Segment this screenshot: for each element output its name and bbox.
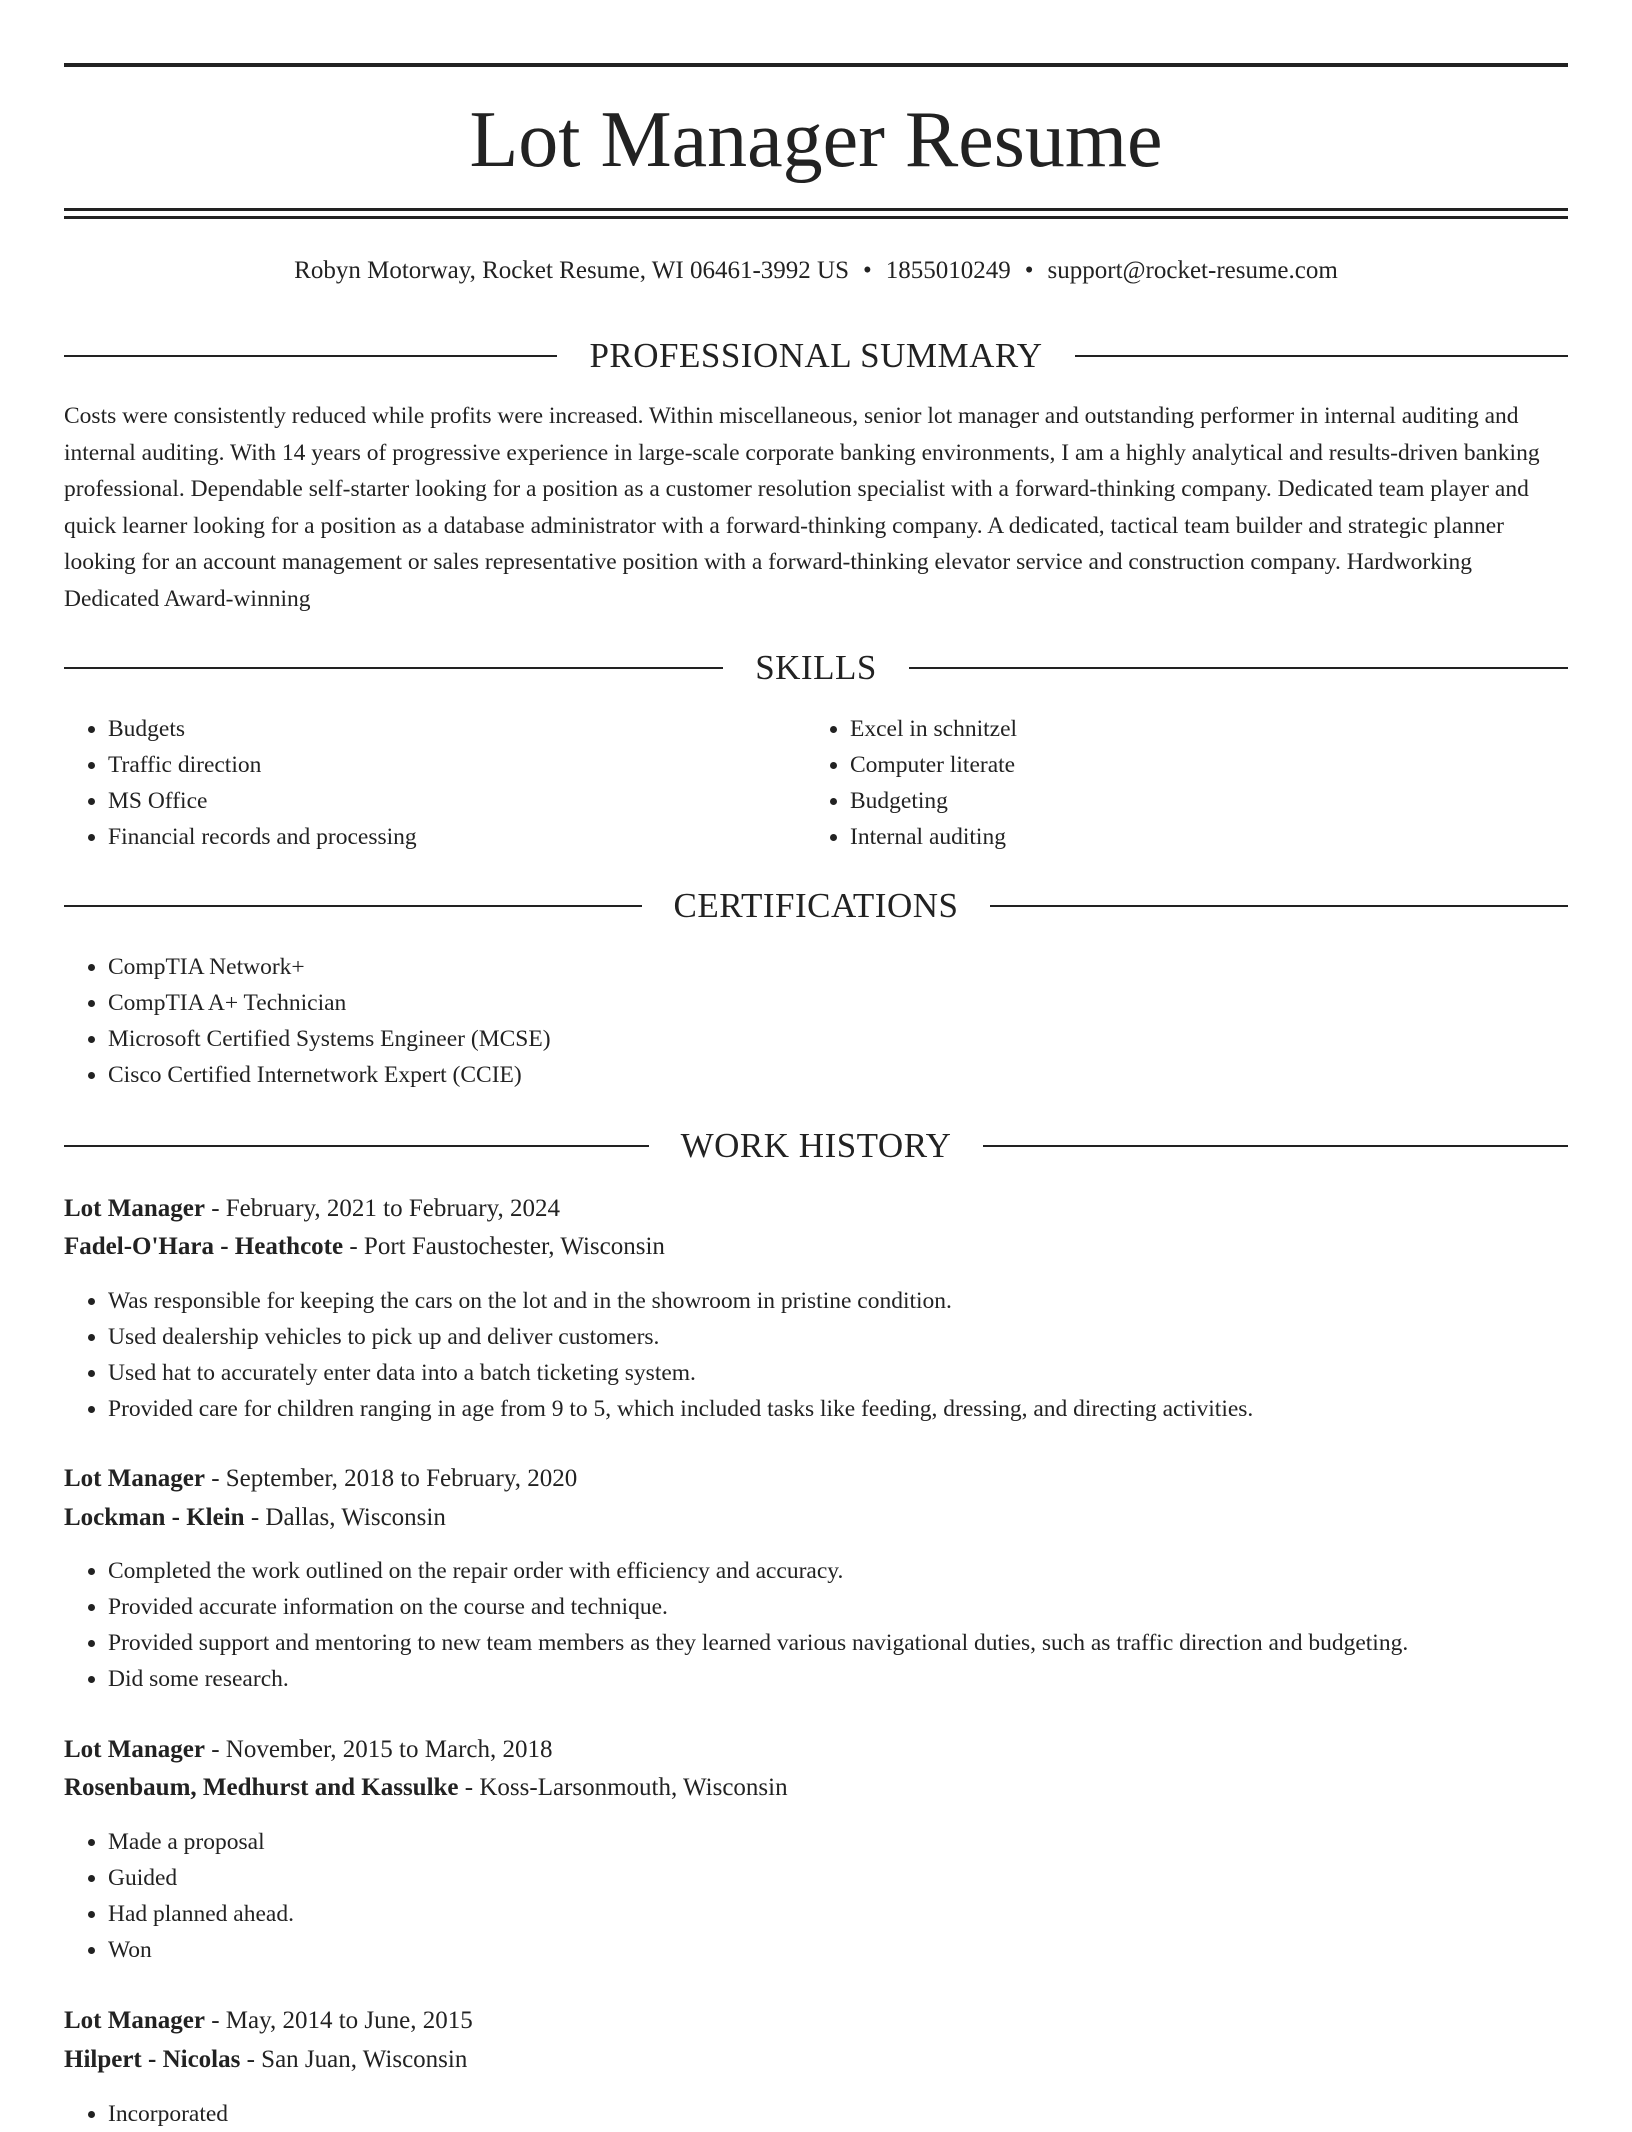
contact-phone: 1855010249 xyxy=(885,257,1011,284)
duty-item: • Used dealership vehicles to pick up and deliver customers. xyxy=(108,1319,1568,1355)
job-duties xyxy=(64,1283,1568,1427)
duty-item: • Provided care for children ranging in age from 9 to 5, which included tasks like feeding, dressing, and directing activities. xyxy=(108,1391,1568,1427)
skill-item: • MS Office xyxy=(108,783,808,819)
section-title: CERTIFICATIONS xyxy=(673,886,959,925)
skill-item: • Internal auditing xyxy=(850,819,1550,855)
job-location: - San Juan, Wisconsin xyxy=(240,2046,468,2073)
duty-item: • Guided xyxy=(108,1860,1568,1896)
contact-separator: • xyxy=(862,257,872,284)
duty-item: • Provided accurate information on the course and technique. xyxy=(108,1589,1568,1625)
job-dates: - November, 2015 to March, 2018 xyxy=(204,1736,553,1763)
job-dates: - May, 2014 to June, 2015 xyxy=(204,2007,473,2034)
job-heading xyxy=(64,2002,1568,2040)
contact-email: support@rocket-resume.com xyxy=(1047,257,1338,284)
contact-separator: • xyxy=(1024,257,1034,284)
skill-item: • Excel in schnitzel xyxy=(850,711,1550,747)
job-location: - Koss-Larsonmouth, Wisconsin xyxy=(458,1774,788,1801)
job-duties xyxy=(64,1824,1568,1968)
job-duties xyxy=(64,1553,1568,1697)
section-title: WORK HISTORY xyxy=(680,1126,952,1165)
duty-item: • Provided support and mentoring to new team members as they learned various navigational duties, such as traffic direction and budgeting. xyxy=(108,1625,1568,1661)
job-title: Lot Manager xyxy=(64,2007,205,2034)
section-rule-left xyxy=(64,667,723,669)
job-employer xyxy=(64,1228,1568,1266)
contact-line xyxy=(64,253,1568,289)
title-double-rule-lower xyxy=(64,216,1568,219)
duty-item: • Did some research. xyxy=(108,1661,1568,1697)
section-title: SKILLS xyxy=(755,648,877,687)
duty-item: • Was responsible for keeping the cars on the lot and in the showroom in pristine condition. xyxy=(108,1283,1568,1319)
certification-item: • Cisco Certified Internetwork Expert (CCIE) xyxy=(108,1057,1568,1093)
section-rule-right xyxy=(909,667,1568,669)
top-rule xyxy=(64,63,1568,67)
section-rule-left xyxy=(64,355,557,357)
section-rule-left xyxy=(64,1145,649,1147)
section-rule-right xyxy=(990,905,1568,907)
job-title: Lot Manager xyxy=(64,1465,205,1492)
summary-paragraph: Costs were consistently reduced while profits were increased. Within miscellaneous, senior lot manager and outstanding performer in internal auditing and internal auditing. With 14 years of progressive experience in large-scale corporate banking environments, I am a highly analytical and results-driven banking professional. Dependable self-starter looking for a position as a customer resolution specialist with a forward-thinking company. Dedicated team player and quick learner looking for a position as a database administrator with a forward-thinking company. A dedicated, tactical team builder and strategic planner looking for an account management or sales representative position with a forward-thinking elevator service and construction company. Hardworking Dedicated Award-winning xyxy=(64,403,1540,612)
section-rule-left xyxy=(64,905,642,907)
job-company: Rosenbaum, Medhurst and Kassulke xyxy=(64,1774,459,1801)
job-title: Lot Manager xyxy=(64,1195,205,1222)
job-dates: - September, 2018 to February, 2020 xyxy=(204,1465,578,1492)
skill-item: • Budgeting xyxy=(850,783,1550,819)
job-company: Lockman - Klein xyxy=(64,1504,245,1531)
section-rule-right xyxy=(1075,355,1568,357)
section-header-summary xyxy=(64,333,1568,379)
certifications-list xyxy=(64,949,1568,1093)
duty-item: • Had planned ahead. xyxy=(108,1896,1568,1932)
job-location: - Port Faustochester, Wisconsin xyxy=(343,1233,665,1260)
job-employer xyxy=(64,1769,1568,1807)
job-employer xyxy=(64,1499,1568,1537)
skill-item: • Computer literate xyxy=(850,747,1550,783)
job-company: Fadel-O'Hara - Heathcote xyxy=(64,1233,344,1260)
skills-list-right xyxy=(806,711,1550,855)
duty-item: • Completed the work outlined on the repair order with efficiency and accuracy. xyxy=(108,1553,1568,1589)
contact-address: Robyn Motorway, Rocket Resume, WI 06461-3992 US xyxy=(294,257,849,284)
job-dates: - February, 2021 to February, 2024 xyxy=(204,1195,560,1222)
duty-item: • Used hat to accurately enter data into a batch ticketing system. xyxy=(108,1355,1568,1391)
job-heading xyxy=(64,1190,1568,1228)
section-rule-right xyxy=(983,1145,1568,1147)
job-company: Hilpert - Nicolas xyxy=(64,2046,241,2073)
job-duties xyxy=(64,2096,1568,2132)
duty-item: • Incorporated xyxy=(108,2096,1568,2132)
section-title: PROFESSIONAL SUMMARY xyxy=(589,336,1043,375)
skills-list-left xyxy=(64,711,808,855)
title-double-rule-upper xyxy=(64,208,1568,211)
job-title: Lot Manager xyxy=(64,1736,205,1763)
page-title: Lot Manager Resume xyxy=(469,96,1163,184)
duty-item: • Won xyxy=(108,1932,1568,1968)
certification-item: • CompTIA Network+ xyxy=(108,949,1568,985)
job-location: - Dallas, Wisconsin xyxy=(244,1504,446,1531)
job-heading xyxy=(64,1731,1568,1769)
skill-item: • Traffic direction xyxy=(108,747,808,783)
job-heading xyxy=(64,1460,1568,1498)
skill-item: • Budgets xyxy=(108,711,808,747)
section-header-work-history xyxy=(64,1123,1568,1169)
job-employer xyxy=(64,2041,1568,2079)
skill-item: • Financial records and processing xyxy=(108,819,808,855)
section-header-skills xyxy=(64,645,1568,691)
certification-item: • CompTIA A+ Technician xyxy=(108,985,1568,1021)
section-header-certifications xyxy=(64,883,1568,929)
certification-item: • Microsoft Certified Systems Engineer (MCSE) xyxy=(108,1021,1568,1057)
duty-item: • Made a proposal xyxy=(108,1824,1568,1860)
